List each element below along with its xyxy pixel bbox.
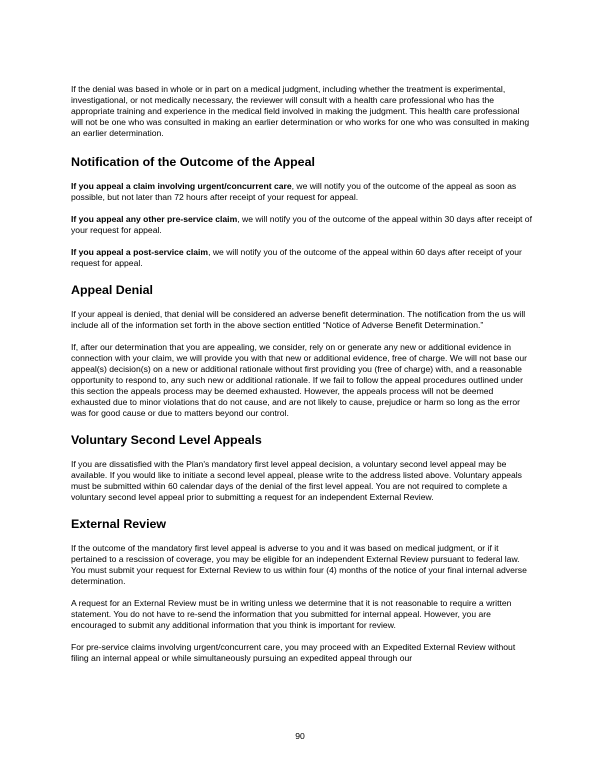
page-content	[71, 84, 533, 675]
notification-paragraph-urgent	[71, 181, 533, 203]
external-review-paragraph-1: If the outcome of the mandatory first level appeal is adverse to you and it was based on medical judgment, or if it pertained to a rescission of coverage, you may be eligible for an independent External Review pursuant to federal law. You must submit your request for External Review to us within four (4) months of the notice of your final internal adverse determination.	[71, 543, 527, 586]
section-heading-appeal-denial: Appeal Denial	[71, 283, 153, 297]
appeal-denial-paragraph-2: If, after our determination that you are appealing, we consider, rely on or generate any new or additional evidence in connection with your claim, we will provide you with that new or additional evidence, free of charge. We will not base our appeal(s) decision(s) on a new or additional rationale without first providing you (free of charge) with, and a reasonable opportunity to respond to, any such new or additional rationale. If we fail to follow the appeal procedures outlined under this section the appeals process may be deemed exhausted. However, the appeals process will not be deemed exhausted due to minor violations that do not cause, and are not likely to cause, prejudice or harm so long as the error was for good cause or due to matters beyond our control.	[71, 342, 528, 418]
appeal-denial-paragraph-1: If your appeal is denied, that denial will be considered an adverse benefit determination. The notification from the us will include all of the information set forth in the above section entitled “Notice of Adverse Benefit Determination.”	[71, 309, 526, 330]
notification-post-service-lead: If you appeal a post-service claim	[71, 247, 209, 257]
section-heading-external-review: External Review	[71, 517, 167, 531]
external-review-paragraph-3: For pre-service claims involving urgent/concurrent care, you may proceed with an Expedited External Review without filing an internal appeal or while simultaneously pursuing an expedited appeal through our	[71, 642, 516, 663]
notification-pre-service-lead: If you appeal any other pre-service claim	[71, 214, 238, 224]
page-number: 90	[295, 731, 305, 741]
voluntary-appeals-paragraph: If you are dissatisfied with the Plan's mandatory first level appeal decision, a voluntary second level appeal may be available. If you would like to initiate a second level appeal, please write to the address listed above. Voluntary appeals must be submitted within 60 calendar days of the denial of the first level appeal. You are not required to complete a voluntary second level appeal prior to submitting a request for an independent External Review.	[71, 459, 522, 502]
notification-post-service-text: , we will notify you of the outcome of the appeal within 60 days after receipt of your request for appeal.	[71, 247, 522, 268]
notification-pre-service-text: , we will notify you of the outcome of the appeal within 30 days after receipt of your request for appeal.	[71, 214, 532, 235]
intro-paragraph: If the denial was based in whole or in part on a medical judgment, including whether the treatment is experimental, investigational, or not medically necessary, the reviewer will consult with a health care professional who has the appropriate training and experience in the medical field involved in making the judgment. This health care professional will not be one who was consulted in making an earlier determination or who works for one who was consulted in making an earlier determination.	[71, 84, 530, 138]
notification-urgent-text: , we will notify you of the outcome of the appeal as soon as possible, but not later than 72 hours after receipt of your request for appeal.	[71, 181, 517, 202]
external-review-paragraph-2: A request for an External Review must be in writing unless we determine that it is not reasonable to require a written statement. You do not have to re-send the information that you submitted for internal appeal. However, you are encouraged to submit any additional information that you think is important for review.	[71, 598, 512, 630]
section-heading-notification: Notification of the Outcome of the Appeal	[71, 155, 315, 169]
notification-paragraph-pre-service	[71, 214, 533, 236]
section-heading-voluntary-appeals: Voluntary Second Level Appeals	[71, 433, 262, 447]
notification-urgent-lead: If you appeal a claim involving urgent/concurrent care	[71, 181, 292, 191]
notification-paragraph-post-service	[71, 247, 533, 269]
